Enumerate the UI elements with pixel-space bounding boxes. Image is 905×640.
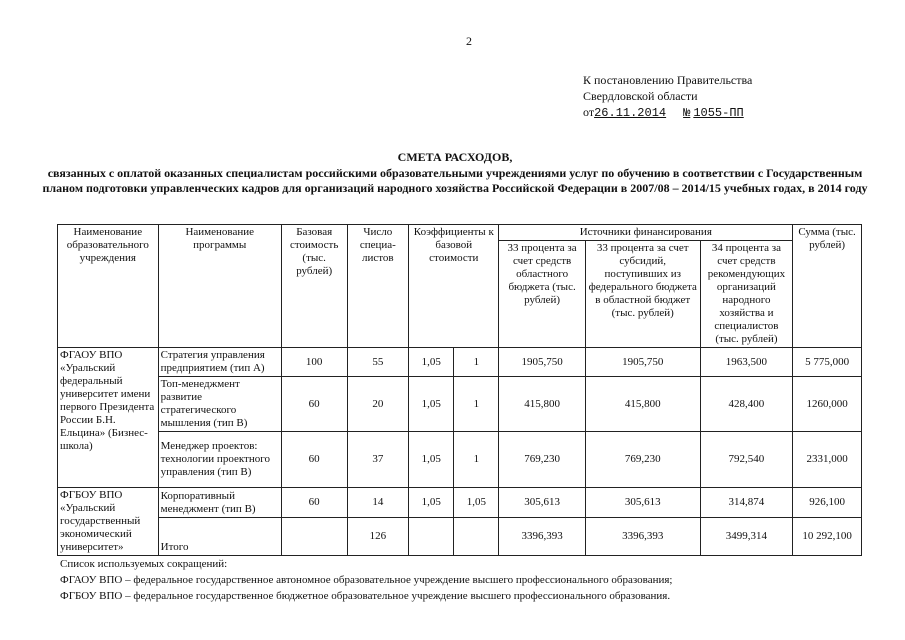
coef2-cell: 1 — [454, 432, 499, 488]
count-cell: 14 — [347, 488, 409, 518]
table-row — [58, 348, 862, 377]
approval-number: 1055-ПП — [693, 106, 744, 120]
fund2-cell: 769,230 — [585, 432, 700, 488]
count-cell: 20 — [347, 377, 409, 432]
program-cell: Корпоративный менеджмент (тип В) — [158, 488, 281, 518]
fund3-cell: 428,400 — [700, 377, 792, 432]
abbreviations-title: Список используемых сокращений: — [60, 558, 228, 570]
coef2-cell: 1 — [454, 348, 499, 377]
page-number: 2 — [466, 34, 472, 48]
fund3-cell: 1963,500 — [700, 348, 792, 377]
total-fund2: 3396,393 — [585, 518, 700, 556]
base-cost-cell: 60 — [281, 432, 347, 488]
program-cell: Топ-менеджмент развитие стратегического мышления (тип В) — [158, 377, 281, 432]
coef1-cell: 1,05 — [409, 432, 454, 488]
total-coef2-empty — [454, 518, 499, 556]
count-cell: 55 — [347, 348, 409, 377]
header-coefficients: Коэффициенты к базовой стоимости — [409, 225, 499, 348]
approval-number-label: № — [683, 106, 691, 120]
coef2-cell: 1,05 — [454, 488, 499, 518]
program-cell: Стратегия управления предприятием (тип А) — [158, 348, 281, 377]
total-coef1-empty — [409, 518, 454, 556]
sum-cell: 2331,000 — [793, 432, 862, 488]
approval-line1: К постановлению Правительства — [583, 73, 753, 87]
fund2-cell: 305,613 — [585, 488, 700, 518]
total-count: 126 — [347, 518, 409, 556]
approval-from-label: от — [583, 105, 595, 119]
fund2-cell: 1905,750 — [585, 348, 700, 377]
document-subtitle: связанных с оплатой оказанных специалистам российскими образовательными учреждениями услуг по обучению в соответствии с Государственным планом подготовки управленческих кадров для организаций народного хозяйства Российской Федерации в 2007/08 – 2014/15 учебных годах, в 2014 году — [42, 166, 868, 195]
total-fund1: 3396,393 — [499, 518, 585, 556]
fund2-cell: 415,800 — [585, 377, 700, 432]
header-fund3: 34 процента за счет средств рекомендующих организаций народного хозяйства и специалистов (тыс. рублей) — [700, 241, 792, 348]
fund1-cell: 769,230 — [499, 432, 585, 488]
header-program: Наименование программы — [158, 225, 281, 348]
fund3-cell: 314,874 — [700, 488, 792, 518]
coef2-cell: 1 — [454, 377, 499, 432]
total-fund3: 3499,314 — [700, 518, 792, 556]
approval-line2: Свердловской области — [583, 89, 698, 103]
count-cell: 37 — [347, 432, 409, 488]
header-base-cost: Базовая стоимость (тыс. рублей) — [281, 225, 347, 348]
base-cost-cell: 60 — [281, 377, 347, 432]
program-cell: Менеджер проектов: технологии проектного управления (тип В) — [158, 432, 281, 488]
fund3-cell: 792,540 — [700, 432, 792, 488]
fund1-cell: 305,613 — [499, 488, 585, 518]
header-fund1: 33 процента за счет средств областного бюджета (тыс. рублей) — [499, 241, 585, 348]
approval-line3 — [583, 104, 752, 121]
coef1-cell: 1,05 — [409, 348, 454, 377]
base-cost-cell: 60 — [281, 488, 347, 518]
total-label: Итого — [158, 518, 281, 556]
approval-date: 26.11.2014 — [594, 106, 667, 120]
abbreviation-fgbou: ФГБОУ ВПО – федеральное государственное бюджетное образовательное учреждение высшего профессионального образования. — [60, 590, 671, 602]
header-fund2: 33 процента за счет субсидий, поступивших из федерального бюджета в областной бюджет (тыс. рублей) — [585, 241, 700, 348]
document-title: СМЕТА РАСХОДОВ, — [397, 150, 513, 164]
table-row — [58, 488, 862, 518]
base-cost-cell: 100 — [281, 348, 347, 377]
total-base-empty — [281, 518, 347, 556]
header-sum: Сумма (тыс. рублей) — [793, 225, 862, 348]
budget-table — [57, 224, 862, 556]
header-funding: Источники финансирования — [499, 225, 793, 241]
abbreviation-fgaou: ФГАОУ ВПО – федеральное государственное автономное образовательное учреждение высшего профессионального образования; — [60, 574, 673, 586]
institution-cell: ФГАОУ ВПО «Уральский федеральный университет имени первого Президента России Б.Н. Ельцина» (Бизнес-школа) — [58, 348, 159, 488]
table-row — [58, 432, 862, 488]
sum-cell: 926,100 — [793, 488, 862, 518]
fund1-cell: 415,800 — [499, 377, 585, 432]
sum-cell: 5 775,000 — [793, 348, 862, 377]
sum-cell: 1260,000 — [793, 377, 862, 432]
coef1-cell: 1,05 — [409, 377, 454, 432]
header-institution: Наименование образовательного учреждения — [58, 225, 159, 348]
institution-cell: ФГБОУ ВПО «Уральский государственный экономический университет» — [58, 488, 159, 556]
table-row — [58, 377, 862, 432]
coef1-cell: 1,05 — [409, 488, 454, 518]
header-count: Число специа-листов — [347, 225, 409, 348]
approval-block — [583, 72, 752, 121]
total-row — [58, 518, 862, 556]
header-row-1 — [58, 225, 862, 241]
fund1-cell: 1905,750 — [499, 348, 585, 377]
total-sum: 10 292,100 — [793, 518, 862, 556]
